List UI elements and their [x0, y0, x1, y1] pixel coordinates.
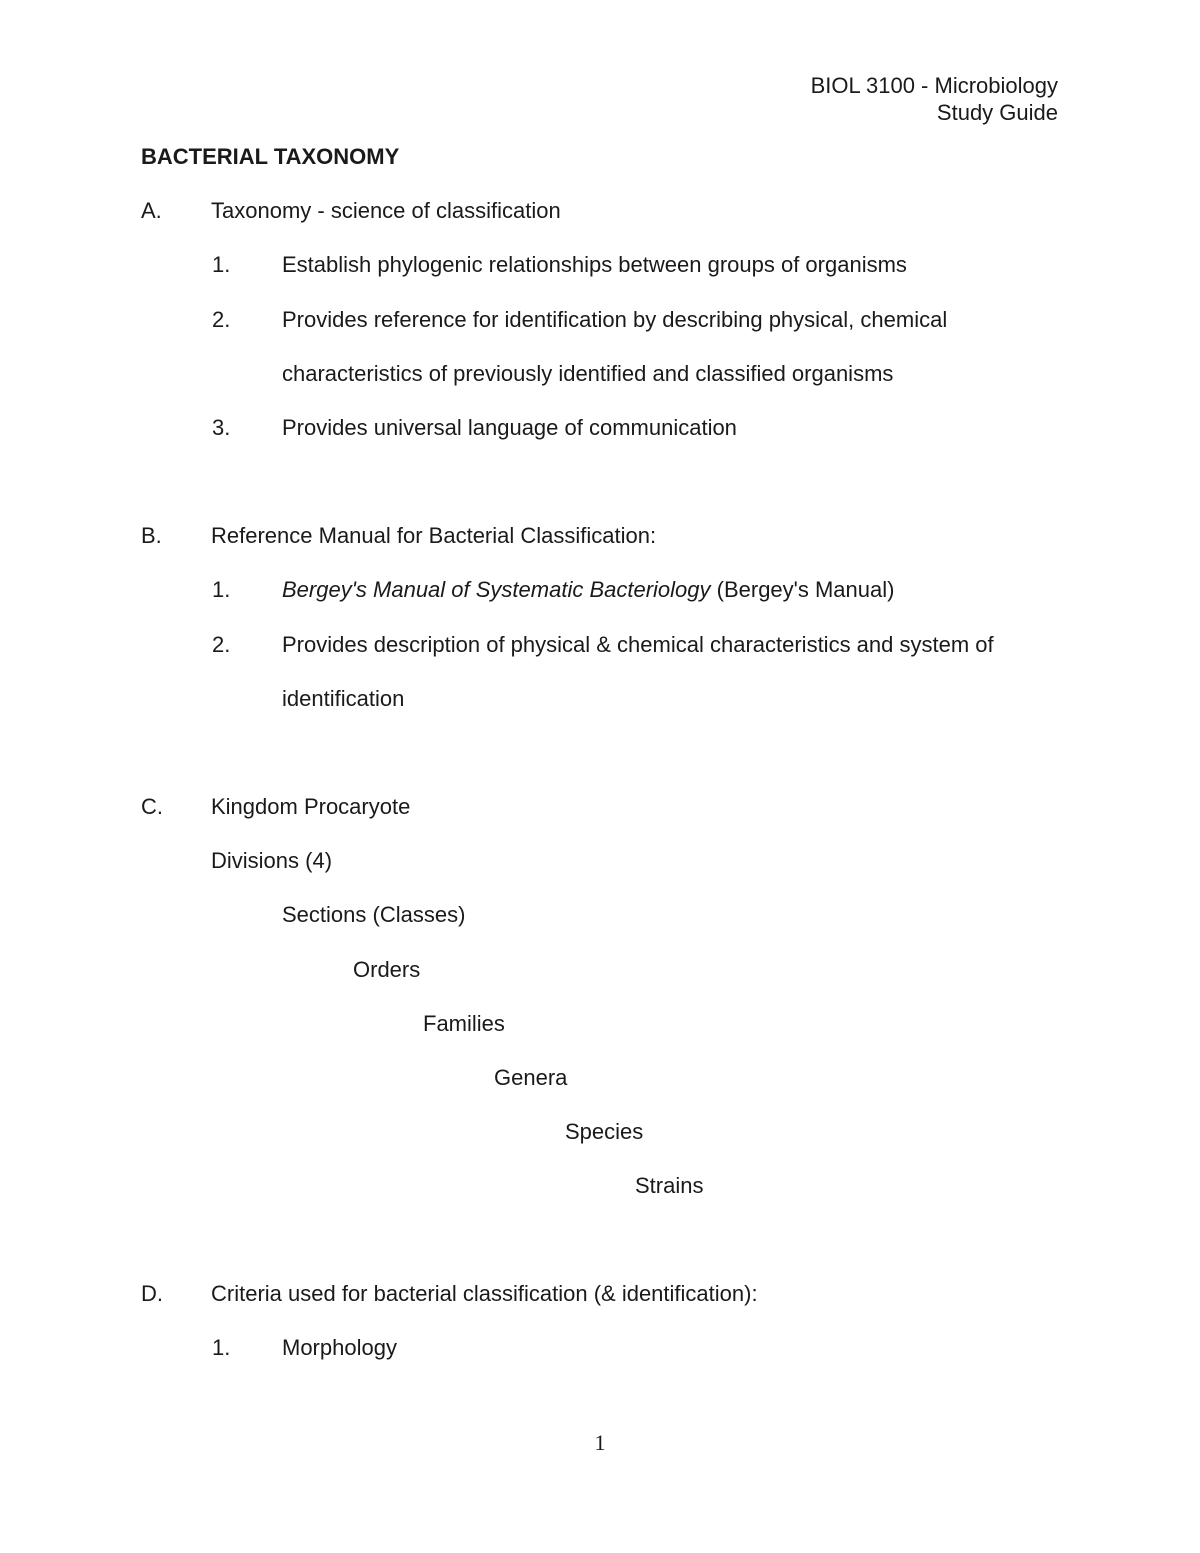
- hierarchy-orders: Orders: [353, 957, 421, 982]
- section-a-marker: A.: [141, 198, 162, 223]
- section-d-item-1-text: Morphology: [282, 1335, 397, 1360]
- section-b-item-1-num: 1.: [212, 577, 231, 602]
- section-b-heading: Reference Manual for Bacterial Classification:: [211, 523, 657, 548]
- page-number: 1: [594, 1430, 606, 1455]
- section-c-heading: Kingdom Procaryote: [211, 794, 411, 819]
- hierarchy-families: Families: [423, 1011, 505, 1036]
- hierarchy-genera: Genera: [494, 1065, 568, 1090]
- manual-short-name: (Bergey's Manual): [710, 577, 895, 602]
- hierarchy-sections: Sections (Classes): [282, 902, 466, 927]
- hierarchy-divisions: Divisions (4): [211, 848, 333, 873]
- section-d-item-1-num: 1.: [212, 1335, 231, 1360]
- section-b-item-2-num: 2.: [212, 632, 231, 657]
- hierarchy-strains: Strains: [635, 1173, 704, 1198]
- section-a-item-2-num: 2.: [212, 307, 231, 332]
- section-a-item-3-text: Provides universal language of communication: [282, 415, 737, 440]
- manual-title: Bergey's Manual of Systematic Bacteriology: [282, 577, 711, 602]
- section-b-item-1-text: [282, 577, 894, 603]
- header-course: BIOL 3100 - Microbiology: [810, 73, 1058, 98]
- section-a-item-1-num: 1.: [212, 252, 231, 277]
- section-a-heading: Taxonomy - science of classification: [211, 198, 561, 223]
- section-c-marker: C.: [141, 794, 163, 819]
- section-b-item-2-text: Provides description of physical & chemical characteristics and system of: [282, 632, 994, 657]
- section-d-heading: Criteria used for bacterial classification (& identification):: [211, 1281, 758, 1306]
- hierarchy-species: Species: [565, 1119, 644, 1144]
- section-b-marker: B.: [141, 523, 162, 548]
- section-d-marker: D.: [141, 1281, 163, 1306]
- header-type: Study Guide: [936, 100, 1058, 125]
- section-a-item-3-num: 3.: [212, 415, 231, 440]
- document-title: BACTERIAL TAXONOMY: [141, 144, 400, 169]
- section-a-item-1-text: Establish phylogenic relationships between groups of organisms: [282, 252, 907, 277]
- section-a-item-2-continuation: characteristics of previously identified and classified organisms: [282, 361, 894, 386]
- section-a-item-2-text: Provides reference for identification by describing physical, chemical: [282, 307, 948, 332]
- section-b-item-2-continuation: identification: [282, 686, 405, 711]
